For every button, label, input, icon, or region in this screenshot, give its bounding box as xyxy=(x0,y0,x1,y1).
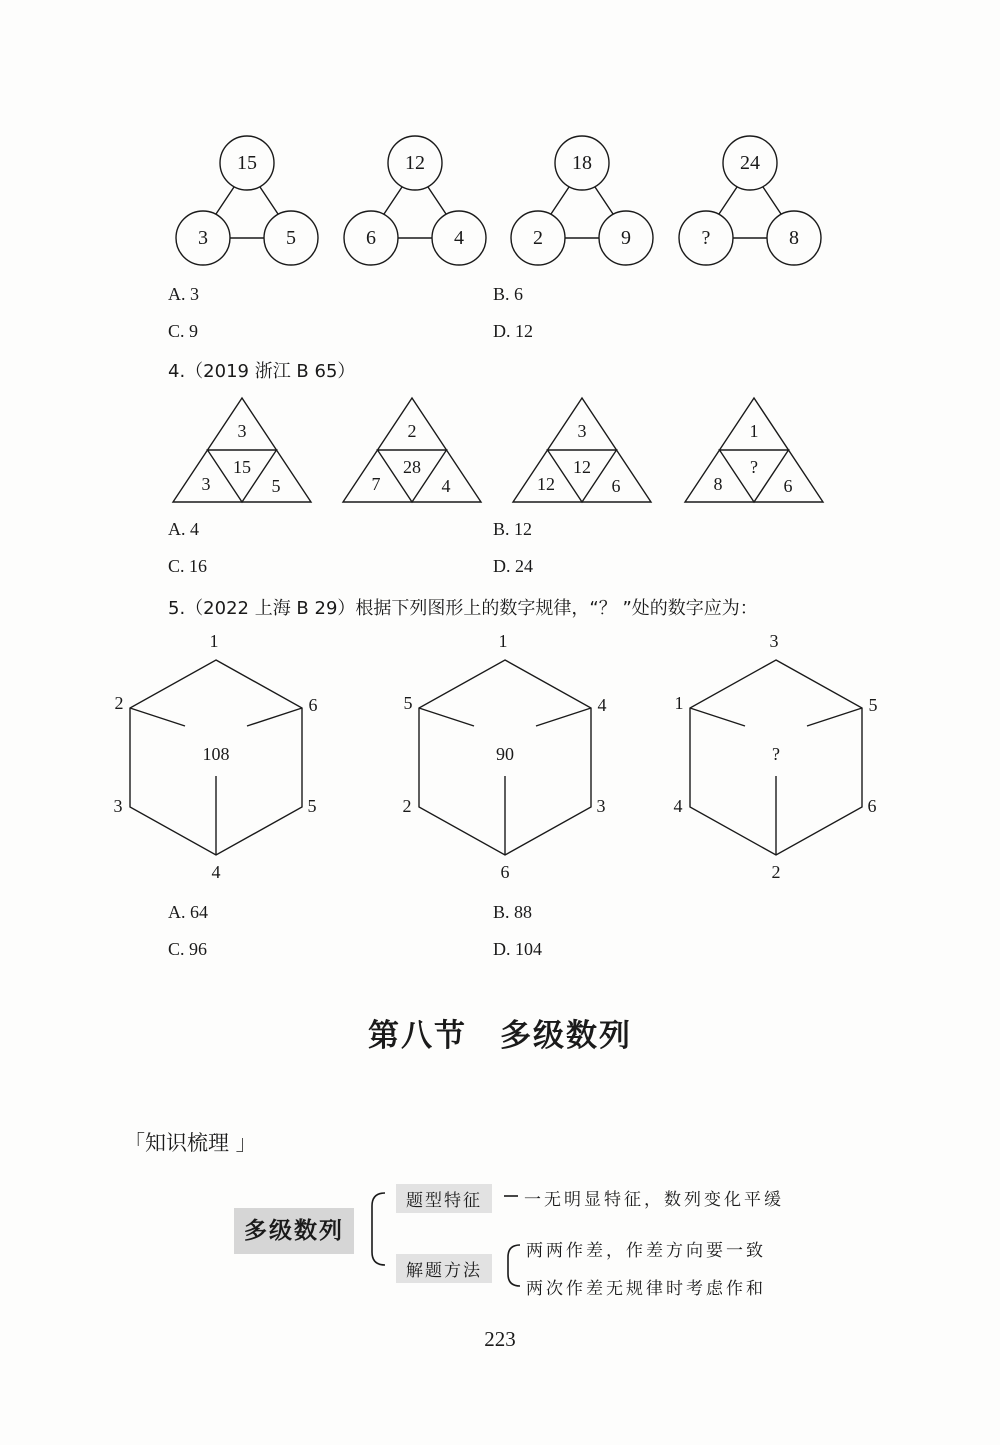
q4-left-value: 7 xyxy=(371,474,381,494)
q4-center-value: 28 xyxy=(403,457,421,477)
q3-right-value: 5 xyxy=(286,227,296,249)
knowledge-heading: 「知识梳理 」 xyxy=(124,1131,257,1155)
q3-top-value: 24 xyxy=(740,152,760,174)
page-number: 223 xyxy=(484,1327,516,1351)
q3-option-c: C. 9 xyxy=(168,321,199,341)
q3-right-value: 4 xyxy=(454,227,464,249)
q5-bottom-value: 6 xyxy=(500,862,510,882)
q5-upper-left-value: 2 xyxy=(114,693,124,713)
q5-upper-left-value: 1 xyxy=(674,693,684,713)
mindmap-root: 多级数列 xyxy=(234,1208,354,1254)
q5-upper-right-value: 4 xyxy=(597,695,607,715)
q5-lower-left-value: 3 xyxy=(113,796,123,816)
q3-top-value: 15 xyxy=(237,152,257,174)
q5-lower-right-value: 5 xyxy=(307,796,317,816)
q4-center-value: 15 xyxy=(233,457,251,477)
q5-lower-left-value: 4 xyxy=(673,796,683,816)
q4-right-value: 5 xyxy=(271,476,281,496)
q3-top-value: 12 xyxy=(405,152,425,174)
q5-option-d: D. 104 xyxy=(493,939,542,959)
mindmap-method-2: 两次作差无规律时考虑作和 xyxy=(526,1279,766,1299)
mindmap-node-methods: 解题方法 xyxy=(396,1254,492,1283)
q3-option-b: B. 6 xyxy=(493,284,524,304)
q3-right-value: 9 xyxy=(621,227,631,249)
q5-center-value: ? xyxy=(772,744,780,764)
q5-option-b: B. 88 xyxy=(493,902,533,922)
q5-center-value: 90 xyxy=(496,744,514,764)
q4-top-value: 3 xyxy=(237,421,247,441)
q3-top-value: 18 xyxy=(572,152,592,174)
q5-bottom-value: 2 xyxy=(771,862,781,882)
q4-title: 4.（2019 浙江 B 65） xyxy=(168,361,356,382)
q5-lower-right-value: 6 xyxy=(867,796,877,816)
q4-option-c: C. 16 xyxy=(168,556,208,576)
q3-left-value: 3 xyxy=(198,227,208,249)
q4-right-value: 6 xyxy=(611,476,621,496)
q4-left-value: 12 xyxy=(537,474,555,494)
q5-bottom-value: 4 xyxy=(211,862,221,882)
q5-lower-left-value: 2 xyxy=(402,796,412,816)
q5-top-value: 1 xyxy=(498,631,508,651)
q5-title: 5.（2022 上海 B 29）根据下列图形上的数字规律，“？ ”处的数字应为： xyxy=(168,598,758,619)
mindmap-node-features: 题型特征 xyxy=(396,1184,492,1213)
q5-option-a: A. 64 xyxy=(168,902,208,922)
q4-option-b: B. 12 xyxy=(493,519,533,539)
mindmap-features-text: 一无明显特征，数列变化平缓 xyxy=(524,1190,784,1210)
q5-lower-right-value: 3 xyxy=(596,796,606,816)
q4-center-value: 12 xyxy=(573,457,591,477)
q4-option-d: D. 24 xyxy=(493,556,533,576)
q4-left-value: 3 xyxy=(201,474,211,494)
q4-top-value: 3 xyxy=(577,421,587,441)
q5-top-value: 1 xyxy=(209,631,219,651)
q4-left-value: 8 xyxy=(713,474,723,494)
q3-option-a: A. 3 xyxy=(168,284,199,304)
q4-right-value: 4 xyxy=(441,476,451,496)
q3-left-value: 6 xyxy=(366,227,376,249)
q4-top-value: 1 xyxy=(749,421,759,441)
q3-left-value: 2 xyxy=(533,227,543,249)
q5-top-value: 3 xyxy=(769,631,779,651)
q5-upper-left-value: 5 xyxy=(403,693,413,713)
q5-upper-right-value: 6 xyxy=(308,695,318,715)
q4-center-value: ? xyxy=(750,457,758,477)
q3-option-d: D. 12 xyxy=(493,321,533,341)
q3-right-value: 8 xyxy=(789,227,799,249)
q4-top-value: 2 xyxy=(407,421,417,441)
q4-option-a: A. 4 xyxy=(168,519,199,539)
q4-right-value: 6 xyxy=(783,476,793,496)
section-title: 第八节 多级数列 xyxy=(368,1018,632,1054)
q5-upper-right-value: 5 xyxy=(868,695,878,715)
mindmap-method-1: 两两作差，作差方向要一致 xyxy=(526,1241,766,1261)
q3-left-value: ? xyxy=(701,227,711,249)
q5-option-c: C. 96 xyxy=(168,939,208,959)
q5-center-value: 108 xyxy=(202,744,230,764)
